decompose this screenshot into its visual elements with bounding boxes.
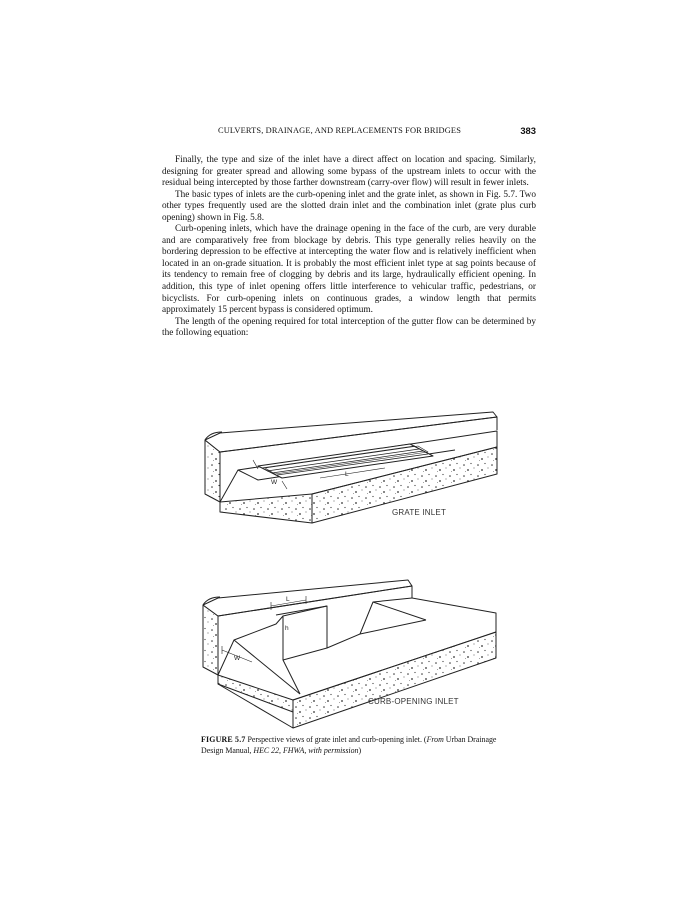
- grate-dim-w: W: [271, 479, 278, 486]
- caption-paren-open: (: [423, 735, 427, 744]
- curb-opening-inlet-label: CURB-OPENING INLET: [368, 697, 459, 706]
- grate-inlet-label: GRATE INLET: [392, 508, 447, 517]
- page-number: 383: [520, 125, 536, 136]
- curb-opening: [283, 606, 327, 660]
- caption-text: Perspective views of grate inlet and curb-opening inlet.: [247, 735, 422, 744]
- grate-inlet-drawing: [205, 412, 497, 523]
- figure-caption: [201, 735, 501, 756]
- curb-dim-h: h: [285, 625, 289, 632]
- paragraph: The length of the opening required for total interception of the gutter flow can be determined by the following equation:: [162, 316, 536, 339]
- grate-dim-l: L: [345, 471, 349, 478]
- caption-paren-close: ): [358, 745, 362, 755]
- running-title: CULVERTS, DRAINAGE, AND REPLACEMENTS FOR BRIDGES: [218, 126, 462, 135]
- caption-source-manual: Urban Drainage Design Manual,: [201, 735, 497, 755]
- caption-source-from: From: [426, 735, 444, 744]
- curb-dim-w: W: [234, 655, 241, 662]
- paragraph: Finally, the type and size of the inlet have a direct affect on location and spacing. Similarly, designing for greater spread and allowing some bypass of the upstream inlets to occur with the residual being intercepted by those farther downstream (carry-over flow) will result in fewer inlets.: [162, 155, 536, 189]
- caption-label: FIGURE 5.7: [201, 735, 246, 744]
- paragraph: The basic types of inlets are the curb-opening inlet and the grate inlet, as shown in Fig. 5.7. Two other types frequently used are the slotted drain inlet and the combination inlet (grate plus curb opening) shown in Fig. 5.8.: [162, 189, 536, 223]
- caption-source-ref: HEC 22, FHWA, with permission: [253, 745, 359, 755]
- paragraph: Curb-opening inlets, which have the drainage opening in the face of the curb, are very durable and are comparatively free from blockage by debris. This type generally relies heavily on the bordering depression to be effective at intercepting the water flow and is relatively inefficient when located in an on-grade situation. It is probably the most efficient inlet type at sag points because of its tendency to remain free of clogging by debris and its large, hydraulically efficient opening. In addition, this type of inlet opening offers little interference to vehicular traffic, pedestrians, or bicyclists. For curb-opening inlets on continuous grades, a window length that permits approximately 15 percent bypass is considered optimum.: [162, 224, 536, 316]
- curb-dim-l: L: [286, 596, 290, 603]
- curb-end-face: [203, 605, 218, 675]
